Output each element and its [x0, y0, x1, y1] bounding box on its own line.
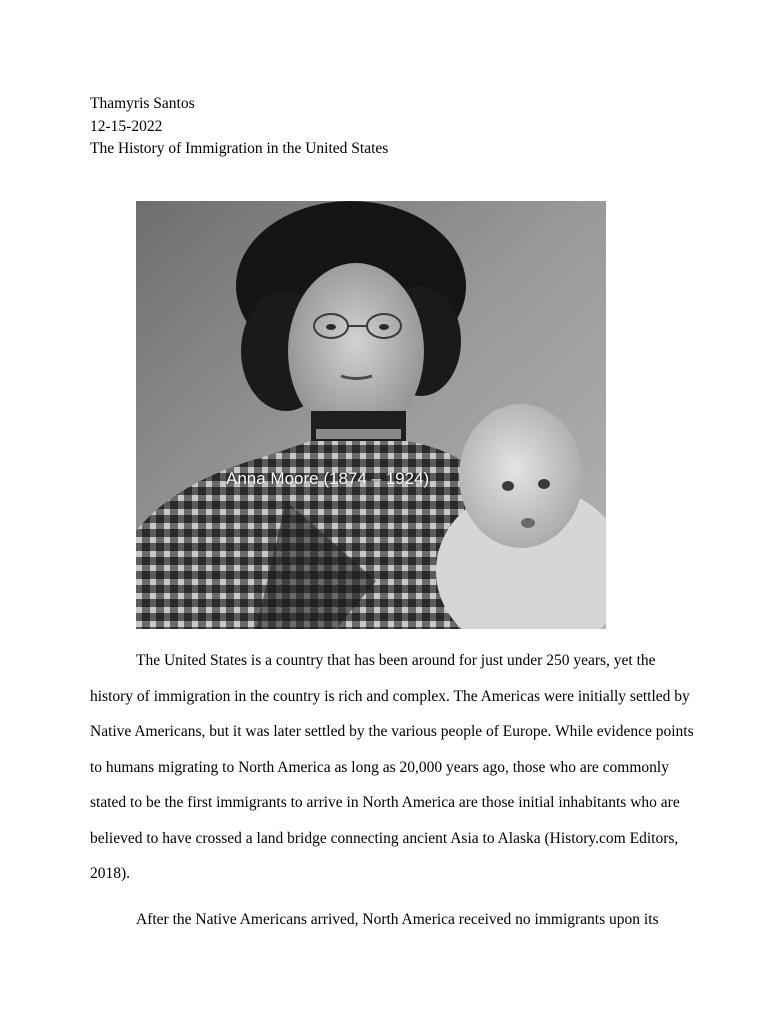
document-date: 12-15-2022 [90, 117, 163, 135]
author-name: Thamyris Santos [90, 95, 195, 112]
document-body [90, 643, 694, 937]
document-title: The History of Immigration in the United States [90, 140, 389, 157]
portrait-photo [136, 201, 606, 629]
paragraph-line: 2018). [90, 865, 131, 882]
document-header [90, 93, 388, 161]
paragraph-line: The United States is a country that has been around for just under 250 years, yet the [136, 652, 656, 669]
portrait-photo-illustration [136, 201, 606, 629]
paragraph-line: stated to be the first immigrants to arrive in North America are those initial inhabitants who are [90, 794, 680, 811]
paragraph-line: believed to have crossed a land bridge connecting ancient Asia to Alaska (History.com Editors, [90, 829, 679, 847]
paragraph-line: Native Americans, but it was later settled by the various people of Europe. While evidence points [90, 723, 694, 740]
paragraph-2 [90, 902, 680, 938]
photo-caption: Anna Moore (1874 – 1924) [226, 469, 430, 488]
paragraph-line: to humans migrating to North America as long as 20,000 years ago, those who are commonly [90, 758, 669, 776]
paragraph-line: history of immigration in the country is rich and complex. The Americas were initially settled by [90, 687, 690, 705]
paragraph-1 [90, 643, 694, 892]
paragraph-line: After the Native Americans arrived, North America received no immigrants upon its [136, 910, 659, 928]
